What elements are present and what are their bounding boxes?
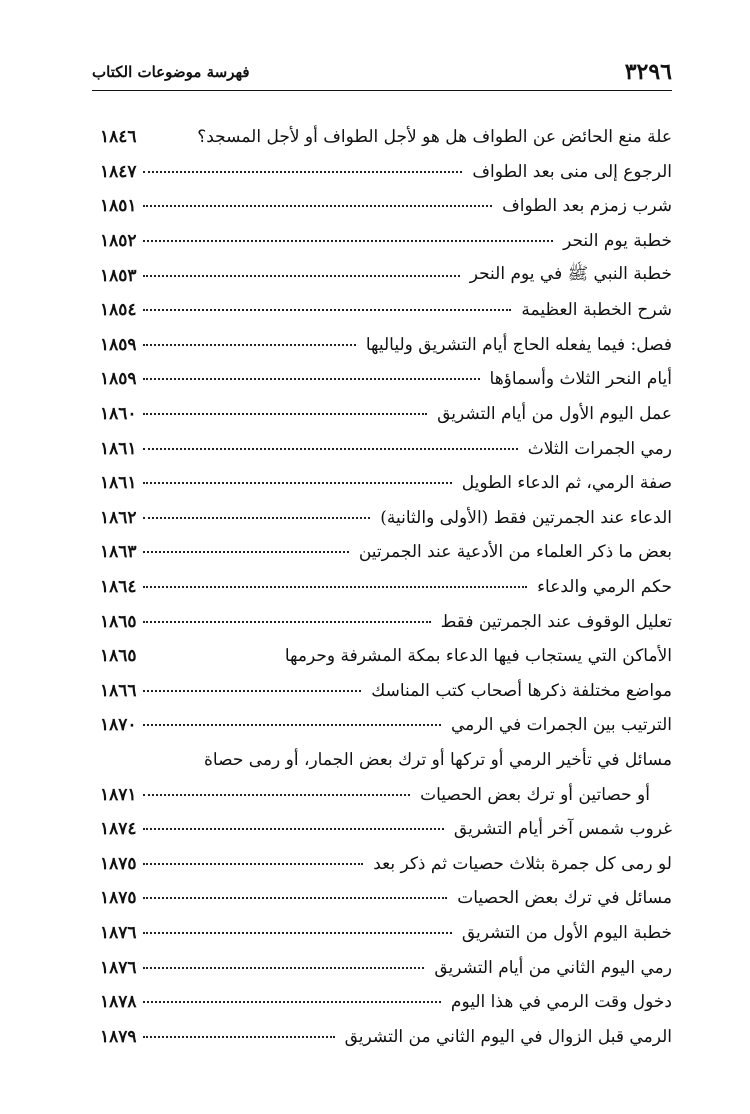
toc-entry xyxy=(100,120,672,155)
toc-entry xyxy=(100,189,672,224)
entry-title: بعض ما ذكر العلماء من الأدعية عند الجمرتين xyxy=(358,542,672,563)
toc-entry xyxy=(100,846,672,881)
entry-title: مسائل في تأخير الرمي أو تركها أو ترك بعض الجمار، أو رمى حصاة xyxy=(204,749,672,770)
entry-page-number: ١٨٥١ xyxy=(100,196,137,217)
toc-entry xyxy=(100,431,672,466)
toc-entry xyxy=(100,916,672,951)
entry-title: لو رمى كل جمرة بثلاث حصيات ثم ذكر بعد xyxy=(373,853,672,874)
entry-page-number: ١٨٥٣ xyxy=(100,265,137,286)
dot-leader xyxy=(143,309,512,311)
entry-page-number: ١٨٦١ xyxy=(100,438,137,459)
dot-leader xyxy=(143,932,452,934)
toc-entry xyxy=(100,258,672,293)
entry-page-number: ١٨٧٨ xyxy=(100,992,137,1013)
toc-entry xyxy=(100,881,672,916)
toc-entry xyxy=(100,328,672,363)
entry-title: أو حصاتين أو ترك بعض الحصيات xyxy=(420,784,650,805)
entry-title: الدعاء عند الجمرتين فقط (الأولى والثانية) xyxy=(380,507,672,528)
entry-title: رمي اليوم الثاني من أيام التشريق xyxy=(434,957,672,978)
toc-entry xyxy=(100,674,672,709)
entry-page-number: ١٨٧٦ xyxy=(100,922,137,943)
toc-entry xyxy=(100,1019,672,1054)
dot-leader xyxy=(143,690,362,692)
dot-leader xyxy=(143,586,528,588)
dot-leader xyxy=(143,621,431,623)
dot-leader xyxy=(143,1001,441,1003)
entry-title: عمل اليوم الأول من أيام التشريق xyxy=(437,404,672,425)
entry-page-number: ١٨٧٩ xyxy=(100,1026,137,1047)
entry-title: صفة الرمي، ثم الدعاء الطويل xyxy=(461,473,672,494)
entry-page-number: ١٨٦٠ xyxy=(100,404,137,425)
toc-entry xyxy=(100,501,672,536)
dot-leader xyxy=(143,1036,335,1038)
toc-entry xyxy=(100,466,672,501)
entry-title: رمي الجمرات الثلاث xyxy=(527,438,672,459)
dot-leader xyxy=(143,378,480,380)
entry-title: الرمي قبل الزوال في اليوم الثاني من التشريق xyxy=(344,1026,672,1047)
toc-entry xyxy=(100,155,672,190)
entry-title: حكم الرمي والدعاء xyxy=(537,577,672,598)
dot-leader xyxy=(143,863,364,865)
entry-title: دخول وقت الرمي في هذا اليوم xyxy=(450,992,672,1013)
entry-title: مواضع مختلفة ذكرها أصحاب كتب المناسك xyxy=(371,680,672,701)
page-number: ٣٢٩٦ xyxy=(624,59,672,85)
dot-leader xyxy=(143,828,444,830)
toc-entry xyxy=(100,639,672,674)
entry-title: شرب زمزم بعد الطواف xyxy=(502,196,672,217)
toc-entry xyxy=(100,293,672,328)
toc-entry xyxy=(100,535,672,570)
entry-page-number: ١٨٦٥ xyxy=(100,611,137,632)
dot-leader xyxy=(143,275,460,277)
toc-entry xyxy=(100,570,672,605)
entry-title: تعليل الوقوف عند الجمرتين فقط xyxy=(440,611,672,632)
dot-leader xyxy=(143,724,441,726)
entry-page-number: ١٨٧٤ xyxy=(100,819,137,840)
entry-title: خطبة يوم النحر xyxy=(563,231,672,252)
entry-page-number: ١٨٤٧ xyxy=(100,161,137,182)
toc-entry xyxy=(100,743,672,778)
entry-page-number: ١٨٧٥ xyxy=(100,888,137,909)
toc-entry xyxy=(100,950,672,985)
entry-title: علة منع الحائض عن الطواف هل هو لأجل الطواف أو لأجل المسجد؟ xyxy=(197,127,672,148)
entry-page-number: ١٨٧٦ xyxy=(100,957,137,978)
entry-page-number: ١٨٦٤ xyxy=(100,577,137,598)
entry-title: شرح الخطبة العظيمة xyxy=(521,300,672,321)
dot-leader xyxy=(143,171,463,173)
table-of-contents xyxy=(100,120,672,1054)
entry-page-number: ١٨٥٩ xyxy=(100,369,137,390)
entry-title: غروب شمس آخر أيام التشريق xyxy=(453,819,672,840)
entry-page-number: ١٨٦٢ xyxy=(100,507,137,528)
entry-page-number: ١٨٦٣ xyxy=(100,542,137,563)
toc-entry xyxy=(100,708,672,743)
toc-entry xyxy=(100,777,672,812)
entry-page-number: ١٨٥٤ xyxy=(100,300,137,321)
entry-title: مسائل في ترك بعض الحصيات xyxy=(457,888,672,909)
entry-title: الترتيب بين الجمرات في الرمي xyxy=(450,715,672,736)
entry-page-number: ١٨٦٦ xyxy=(100,680,137,701)
dot-leader xyxy=(143,482,452,484)
dot-leader xyxy=(143,448,518,450)
dot-leader xyxy=(143,344,356,346)
entry-page-number: ١٨٥٩ xyxy=(100,334,137,355)
dot-leader xyxy=(143,551,349,553)
toc-entry xyxy=(100,362,672,397)
entry-title: خطبة النبي ﷺ في يوم النحر xyxy=(469,264,672,285)
entry-page-number: ١٨٧١ xyxy=(100,784,137,805)
toc-entry xyxy=(100,397,672,432)
toc-entry xyxy=(100,985,672,1020)
dot-leader xyxy=(143,794,411,796)
dot-leader xyxy=(143,413,428,415)
toc-entry xyxy=(100,604,672,639)
entry-title: فصل: فيما يفعله الحاج أيام التشريق ولياليها xyxy=(365,334,672,355)
entry-title: خطبة اليوم الأول من التشريق xyxy=(461,922,672,943)
entry-title: أيام النحر الثلاث وأسماؤها xyxy=(489,369,672,390)
entry-page-number: ١٨٧٥ xyxy=(100,853,137,874)
dot-leader xyxy=(143,897,448,899)
page-header xyxy=(92,56,672,88)
toc-entry xyxy=(100,812,672,847)
header-rule xyxy=(92,90,672,91)
dot-leader xyxy=(143,967,425,969)
dot-leader xyxy=(143,240,554,242)
entry-page-number: ١٨٦١ xyxy=(100,473,137,494)
entry-page-number: ١٨٦٥ xyxy=(100,646,137,667)
toc-entry xyxy=(100,224,672,259)
entry-title: الأماكن التي يستجاب فيها الدعاء بمكة المشرفة وحرمها xyxy=(284,646,672,667)
entry-page-number: ١٨٥٢ xyxy=(100,231,137,252)
entry-page-number: ١٨٤٦ xyxy=(100,127,137,148)
entry-page-number: ١٨٧٠ xyxy=(100,715,137,736)
dot-leader xyxy=(143,517,371,519)
dot-leader xyxy=(143,205,493,207)
running-title: فهرسة موضوعات الكتاب xyxy=(92,63,250,81)
entry-title: الرجوع إلى منى بعد الطواف xyxy=(472,161,672,182)
